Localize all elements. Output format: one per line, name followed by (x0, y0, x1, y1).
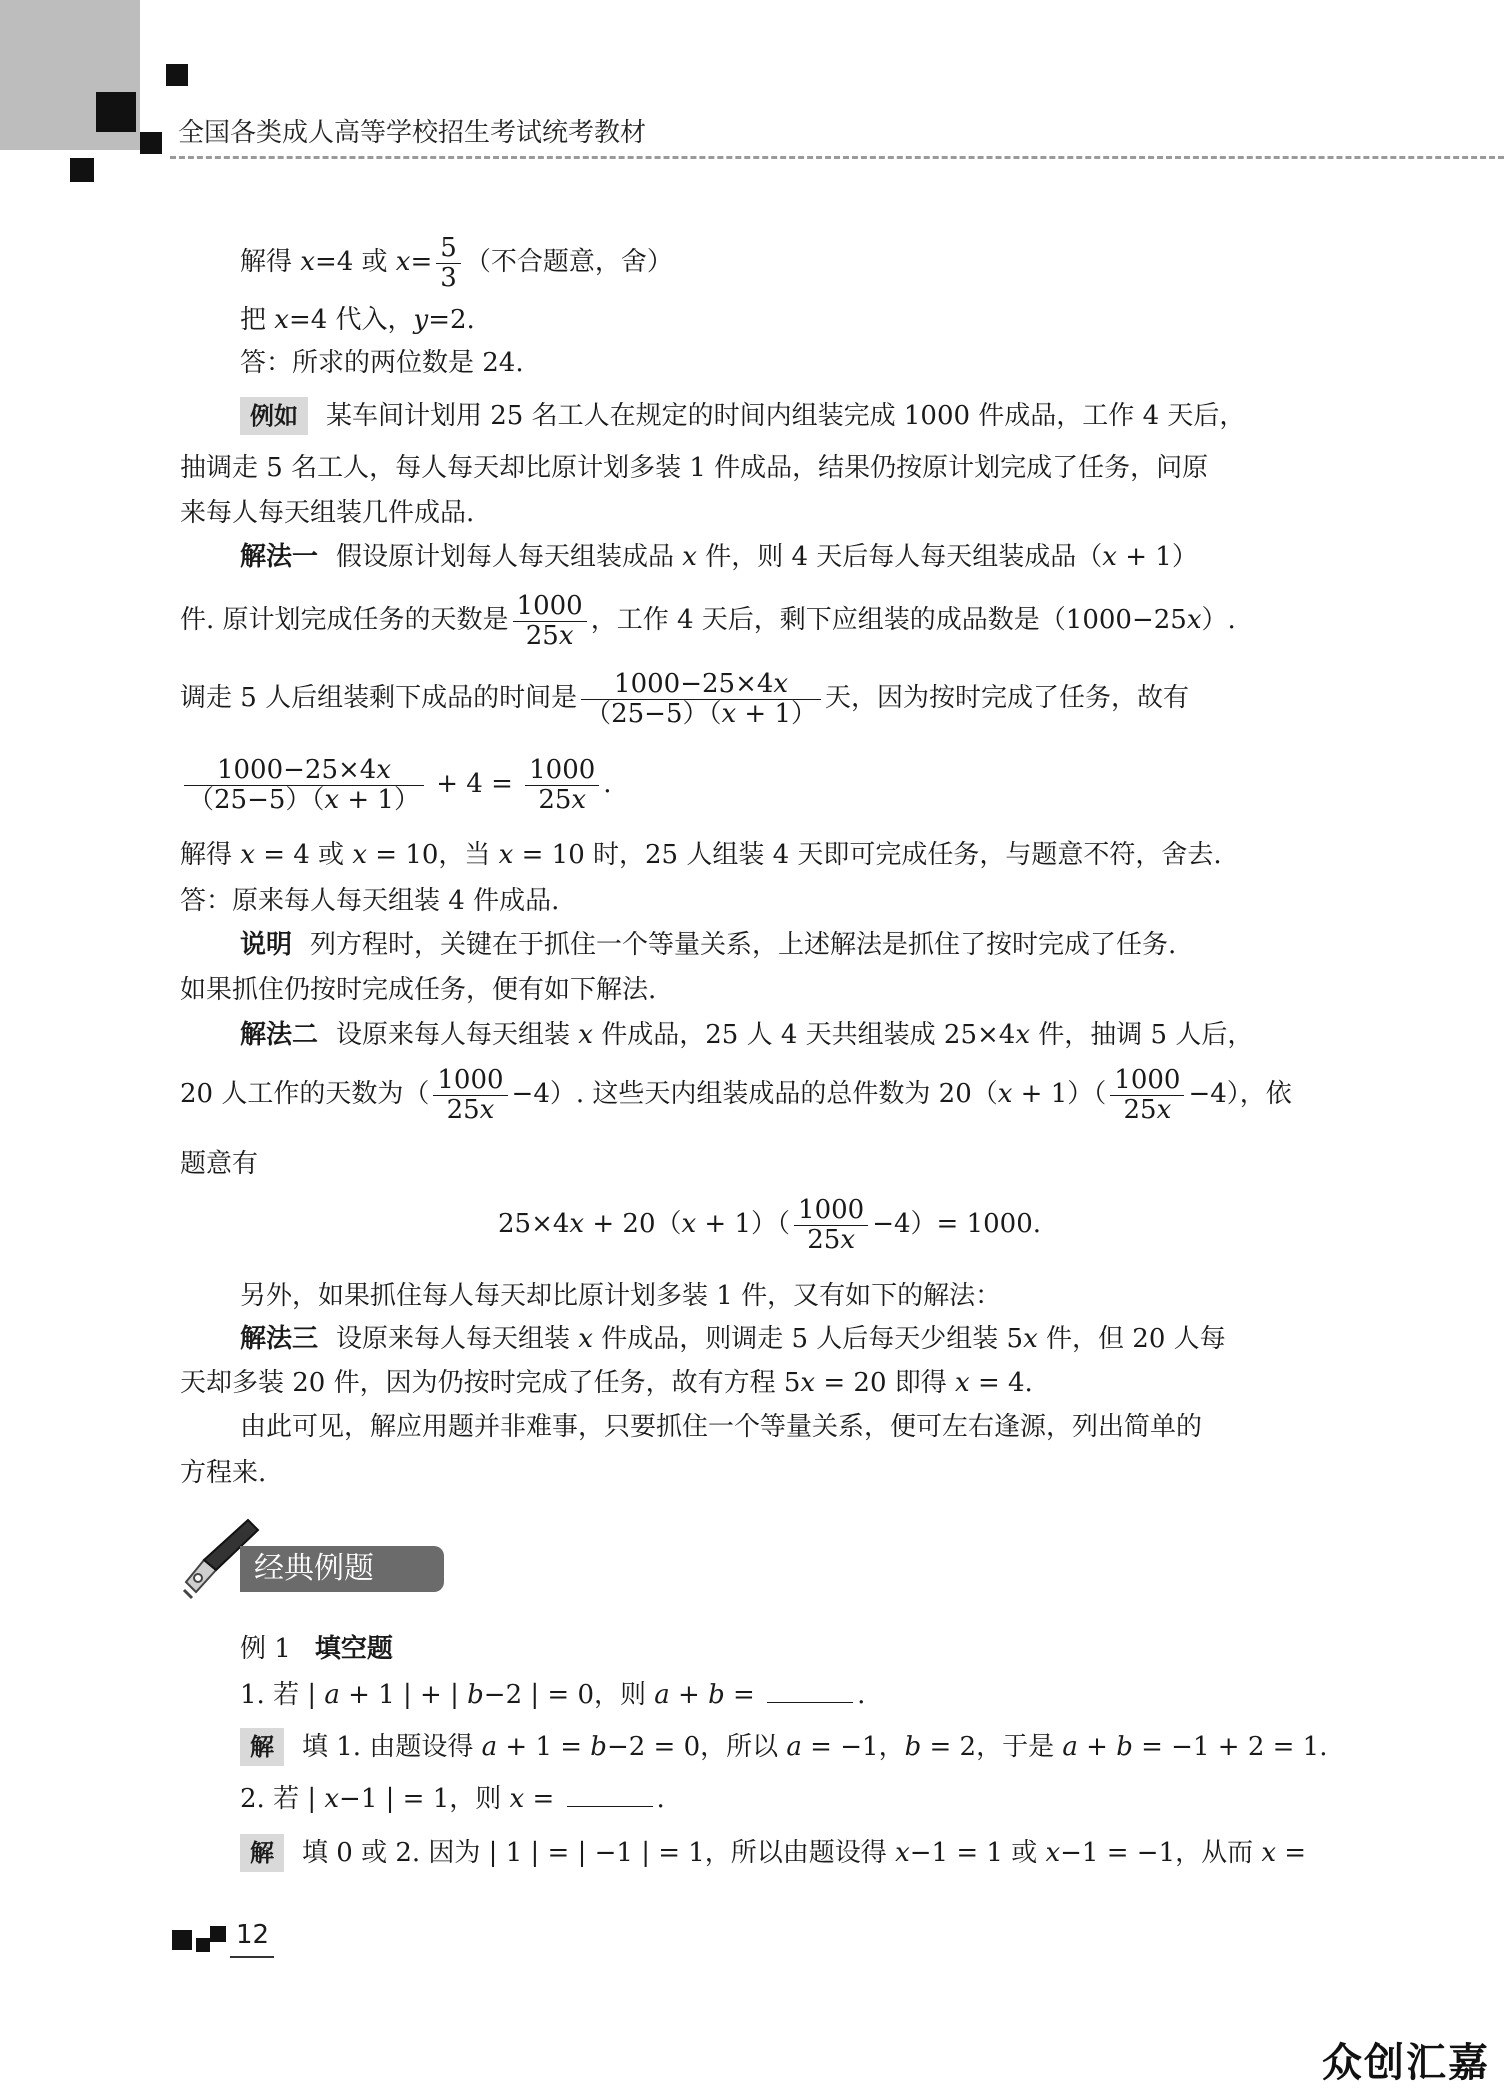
example-tag: 例如 (240, 397, 308, 435)
method1-line-6: 答：原来每人每天组装 4 件成品. (180, 886, 560, 916)
header-divider (170, 156, 1504, 159)
method1-tag: 解法一 (240, 542, 319, 572)
footer-square-2 (196, 1938, 210, 1952)
fraction-1000-25x: $\frac{1000}{25x}$ (513, 592, 587, 650)
example1-title: 例 1 填空题 (240, 1634, 393, 1664)
section-title: 经典例题 (240, 1546, 444, 1592)
solution-tag-1: 解 (240, 1728, 284, 1766)
note-line-1: 说明 列方程时，关键在于抓住一个等量关系，上述解法是抓住了按时完成了任务. (240, 930, 1177, 960)
fraction-1000-25x-m2a: $\frac{1000}{25x}$ (433, 1066, 507, 1124)
footer-square-1 (172, 1930, 192, 1950)
method1-line-2: 件. 原计划完成任务的天数是 $\frac{1000}{25x}$ ，工作 4 天后，剩下应组装的成品数是（1000−25x）. (180, 591, 1236, 651)
method2-line-1: 解法二 设原来每人每天组装 x 件成品，25 人 4 天共组装成 25×4x 件，抽调 5 人后， (240, 1020, 1254, 1050)
question-1: 1. 若 | a + 1 | + | b−2 | = 0，则 a + b = . (240, 1680, 866, 1710)
fraction-1000-25x-eq: $\frac{1000}{25x}$ (525, 756, 599, 814)
solution-1: 解 填 1. 由题设得 a + 1 = b−2 = 0，所以 a = −1，b = 2，于是 a + b = −1 + 2 = 1. (240, 1728, 1327, 1766)
method2-line-3: 题意有 (180, 1149, 259, 1179)
conclusion-line-1: 由此可见，解应用题并非难事，只要抓住一个等量关系，便可左右逢源，列出简单的 (240, 1412, 1203, 1442)
method3-tag: 解法三 (240, 1324, 319, 1354)
method1-line-1: 解法一 假设原计划每人每天组装成品 x 件，则 4 天后每人每天组装成品（x + 1） (240, 542, 1198, 572)
answer-blank-1 (767, 1702, 853, 1703)
solution-2: 解 填 0 或 2. 因为 | 1 | = | −1 | = 1，所以由题设得 x−1 = 1 或 x−1 = −1，从而 x = (240, 1834, 1306, 1872)
conclusion-line-2: 方程来. (180, 1458, 267, 1488)
example-line-3: 来每人每天组装几件成品. (180, 498, 475, 528)
question-2: 2. 若 | x−1 | = 1，则 x = . (240, 1784, 665, 1814)
fraction-5-3: $\frac{5}{3}$ (436, 234, 461, 292)
equation-1: $\frac{1000-25\times 4x}{(25-5)(x + 1)}$ + 4 = $\frac{1000}{25x}$ . (180, 756, 612, 814)
method1-line-5: 解得 x = 4 或 x = 10，当 x = 10 时，25 人组装 4 天即可完成任务，与题意不符，舍去. (180, 840, 1222, 870)
header-square-3 (140, 132, 162, 154)
page-number-underline (230, 1956, 274, 1958)
method2-tag: 解法二 (240, 1020, 319, 1050)
header-title: 全国各类成人高等学校招生考试统考教材 (178, 118, 647, 148)
text-line-3: 答：所求的两位数是 24. (240, 348, 524, 378)
text-line-1: 解得 x=4 或 x= $\frac{5}{3}$ （不合题意，舍） (240, 233, 673, 293)
method3-line-2: 天却多装 20 件，因为仍按时完成了任务，故有方程 5x = 20 即得 x = 4. (180, 1368, 1033, 1398)
method1-line-3: 调走 5 人后组装剩下成品的时间是 $\frac{1000-25\times 4x}{(25-5)(x + 1)}$ 天，因为按时完成了任务，故有 (180, 669, 1190, 729)
footer-square-3 (210, 1926, 226, 1942)
fraction-1000-25x-m2b: $\frac{1000}{25x}$ (1110, 1066, 1184, 1124)
fraction-1000-25x-eq2: $\frac{1000}{25x}$ (794, 1196, 868, 1254)
watermark-text: 众创汇嘉 (1322, 2040, 1490, 2086)
other-method-line: 另外，如果抓住每人每天却比原计划多装 1 件，又有如下的解法： (240, 1281, 1002, 1311)
header-square-4 (70, 158, 94, 182)
header-square-2 (96, 92, 136, 132)
note-tag: 说明 (240, 930, 293, 960)
fraction-remaining-time-eq: $\frac{1000-25\times 4x}{(25-5)(x + 1)}$ (184, 756, 424, 814)
note-line-2: 如果抓住仍按时完成任务，便有如下解法. (180, 975, 657, 1005)
header-square-1 (166, 64, 188, 86)
example-line-1: 例如 某车间计划用 25 名工人在规定的时间内组装完成 1000 件成品，工作 4 天后， (240, 397, 1245, 435)
fraction-remaining-time: $\frac{1000-25\times 4x}{(25-5)(x + 1)}$ (581, 670, 821, 728)
text-line-2: 把 x=4 代入，y=2. (240, 305, 475, 335)
answer-blank-2 (567, 1806, 653, 1807)
method2-line-2: 20 人工作的天数为（ $\frac{1000}{25x}$ −4）. 这些天内组装成品的总件数为 20（x + 1）（ $\frac{1000}{25x}$ −4），依 (180, 1065, 1292, 1125)
solution-tag-2: 解 (240, 1834, 284, 1872)
page-number: 12 (236, 1920, 270, 1950)
equation-2: 25×4x + 20（x + 1）（ $\frac{1000}{25x}$ −4）= 1000. (498, 1195, 1042, 1255)
method3-line-1: 解法三 设原来每人每天组装 x 件成品，则调走 5 人后每天少组装 5x 件，但 20 人每 (240, 1324, 1226, 1354)
example-line-2: 抽调走 5 名工人，每人每天却比原计划多装 1 件成品，结果仍按原计划完成了任务，问原 (180, 453, 1209, 483)
